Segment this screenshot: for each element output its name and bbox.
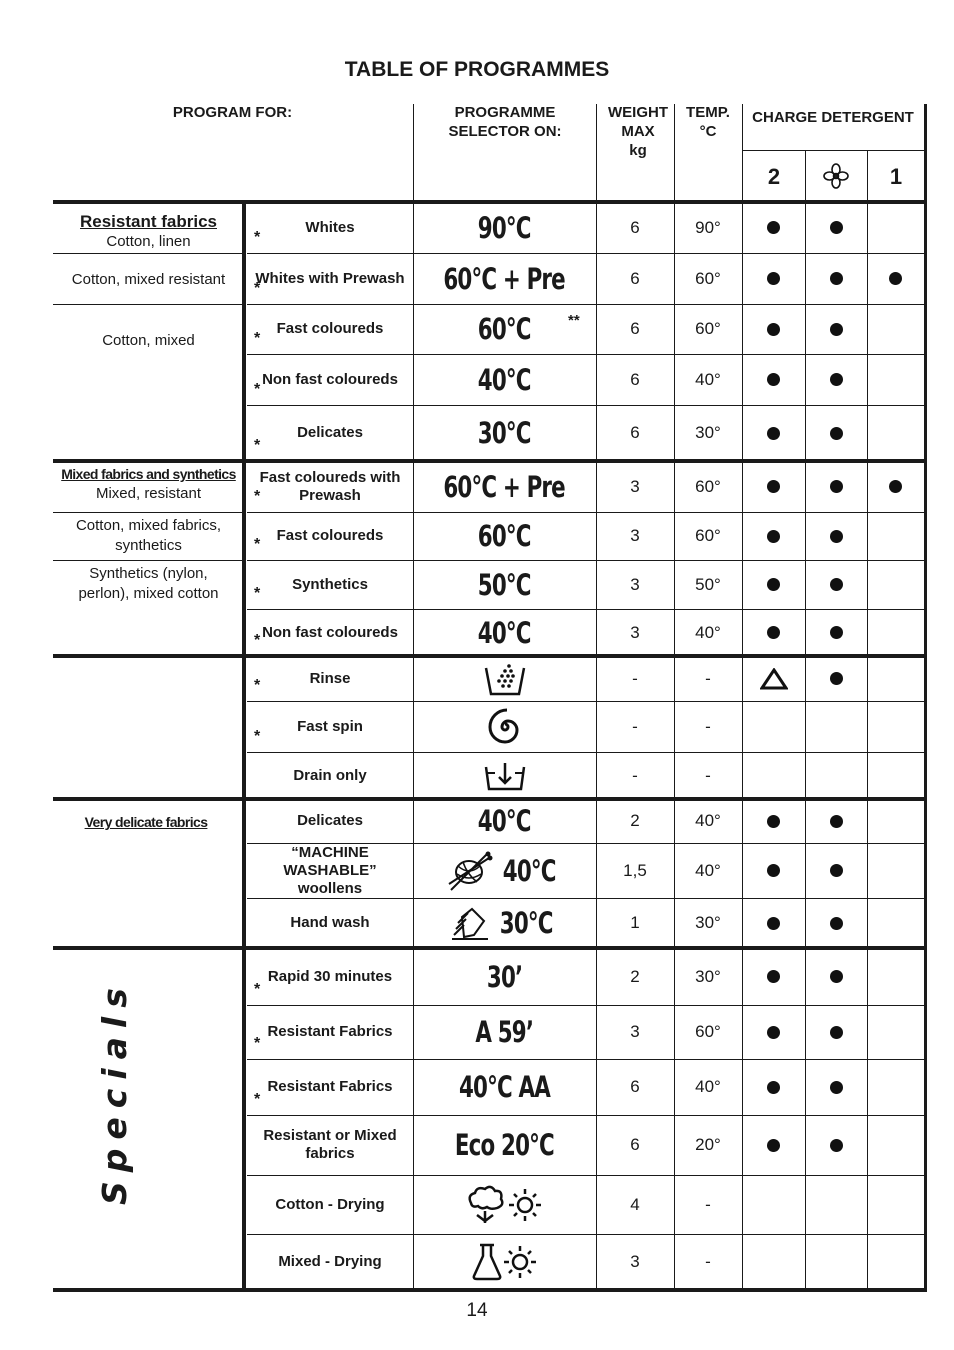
selector-cell xyxy=(413,752,596,799)
temp-value: - xyxy=(705,1194,711,1214)
star-marker: * xyxy=(254,1035,261,1052)
compartment-c1 xyxy=(867,354,924,405)
temp-value: - xyxy=(705,668,711,688)
group-mixed xyxy=(55,464,242,504)
programme-name: Resistant Fabrics xyxy=(267,1078,393,1095)
charge-dot xyxy=(889,272,902,285)
compartment-cf xyxy=(805,304,867,354)
compartment-c2 xyxy=(742,1005,805,1059)
rinse-icon xyxy=(483,662,527,696)
charge-dot xyxy=(767,815,780,828)
group-delicate-title: Very delicate fabrics xyxy=(84,814,208,830)
temp-value: 30° xyxy=(695,966,721,986)
compartment-c1 xyxy=(867,1175,924,1234)
selector-cell xyxy=(413,1115,596,1175)
charge-dot xyxy=(767,1026,780,1039)
charge-dot xyxy=(767,917,780,930)
temp-value: 50° xyxy=(695,574,721,594)
charge-dot xyxy=(830,1081,843,1094)
programme-name: Fast coloureds with Prewash xyxy=(259,468,401,504)
compartment-c2 xyxy=(742,1234,805,1290)
selector-value: 30°C xyxy=(500,906,553,940)
compartment-c2 xyxy=(742,354,805,405)
header-weight-line2: MAX xyxy=(621,123,655,140)
temp-value: 40° xyxy=(695,369,721,389)
programme-name: Non fast coloureds xyxy=(262,370,398,388)
temp-value: 60° xyxy=(695,268,721,288)
header-program-for: PROGRAM FOR: xyxy=(172,104,293,121)
charge-dot xyxy=(830,917,843,930)
grid-line xyxy=(674,104,675,202)
header-temp-line2: °C xyxy=(699,123,717,140)
charge-dot xyxy=(830,530,843,543)
header-charge-detergent: CHARGE DETERGENT xyxy=(752,109,914,126)
group-resistant-sub: Cotton, linen xyxy=(106,233,191,250)
selector-value: 60°C + Pre xyxy=(443,261,566,296)
compartment-c1 xyxy=(867,1115,924,1175)
selector-value: 40°C AA xyxy=(459,1070,550,1104)
selector-value: 30°C xyxy=(478,416,531,450)
charge-dot xyxy=(830,815,843,828)
programme-name: Fast spin xyxy=(297,717,363,735)
charge-dot xyxy=(767,480,780,493)
weight-value: 6 xyxy=(630,369,640,389)
compartment-c2 xyxy=(742,799,805,843)
selector-value: Eco 20°C xyxy=(454,1128,555,1162)
selector-cell xyxy=(413,1059,596,1115)
compartment-c2 xyxy=(742,1059,805,1115)
charge-dot xyxy=(830,323,843,336)
selector-value: 40°C xyxy=(478,615,531,650)
charge-dot xyxy=(767,578,780,591)
charge-dot xyxy=(767,272,780,285)
programme-name: Whites xyxy=(305,218,355,236)
compartment-c1 xyxy=(867,898,924,948)
hand-wash-icon xyxy=(450,905,490,941)
temp-value: 40° xyxy=(695,1077,721,1096)
charge-dot xyxy=(830,1139,843,1152)
page-number: 14 xyxy=(466,1300,488,1321)
grid-line xyxy=(742,150,924,151)
star-marker: * xyxy=(254,229,261,246)
charge-dot xyxy=(830,626,843,639)
temp-value: 40° xyxy=(695,860,721,880)
grid-line xyxy=(53,304,242,305)
charge-dot xyxy=(830,427,843,440)
star-marker: * xyxy=(254,488,261,505)
compartment-cf xyxy=(805,898,867,948)
grid-line xyxy=(742,104,743,202)
programme-name: Rinse xyxy=(309,669,351,687)
programme-name: Rapid 30 minutes xyxy=(267,967,393,985)
compartment-c2 xyxy=(742,461,805,512)
compartment-c2 xyxy=(742,701,805,752)
charge-dot xyxy=(830,272,843,285)
compartment-c2 xyxy=(742,512,805,560)
weight-value: 1,5 xyxy=(623,860,647,880)
drain-icon xyxy=(483,761,527,791)
selector-cell xyxy=(413,898,596,948)
group-specials xyxy=(95,979,195,1235)
charge-dot xyxy=(767,864,780,877)
charge-dot xyxy=(830,373,843,386)
charge-dot xyxy=(830,480,843,493)
charge-dot xyxy=(889,480,902,493)
selector-cell xyxy=(413,405,596,461)
compartment-cf xyxy=(805,1059,867,1115)
selector-value: 60°C + Pre xyxy=(443,469,566,504)
compartment-cf xyxy=(805,843,867,898)
charge-dot xyxy=(830,864,843,877)
grid-line xyxy=(867,150,868,202)
selector-cell xyxy=(413,253,596,304)
compartment-c1 xyxy=(867,752,924,799)
selector-value: 90°C xyxy=(478,210,531,245)
temp-value: 30° xyxy=(695,423,721,442)
temp-value: 90° xyxy=(695,217,721,237)
star-marker: * xyxy=(254,330,261,347)
star-marker: * xyxy=(254,677,261,694)
weight-value: 6 xyxy=(630,268,640,288)
selector-cell xyxy=(413,354,596,405)
compartment-cf xyxy=(805,701,867,752)
header-selector xyxy=(414,103,596,141)
temp-value: 60° xyxy=(695,1022,721,1041)
grid-line xyxy=(53,253,242,254)
compartment-c1 xyxy=(867,202,924,253)
programme-name: Mixed - Drying xyxy=(278,1253,382,1270)
compartment-c2 xyxy=(742,1175,805,1234)
selector-cell xyxy=(413,656,596,701)
selector-cell xyxy=(413,1175,596,1234)
compartment-c2 xyxy=(742,304,805,354)
programme-name: Synthetics xyxy=(292,575,368,593)
flask-sun-icon xyxy=(470,1242,540,1282)
temp-value: 60° xyxy=(695,526,721,545)
programme-name: Delicates xyxy=(297,812,363,829)
weight-value: 3 xyxy=(630,1252,640,1271)
compartment-cf xyxy=(805,752,867,799)
charge-dot xyxy=(767,1139,780,1152)
compartment-cf xyxy=(805,799,867,843)
weight-value: 3 xyxy=(630,526,640,545)
weight-value: - xyxy=(632,716,638,736)
selector-value: 60°C xyxy=(478,519,531,553)
compartment-c2 xyxy=(742,752,805,799)
selector-cell xyxy=(413,461,596,512)
weight-value: 3 xyxy=(630,1022,640,1041)
charge-dot xyxy=(767,373,780,386)
compartment-c1 xyxy=(867,948,924,1005)
charge-dot xyxy=(767,970,780,983)
compartment-cf xyxy=(805,461,867,512)
star-marker: * xyxy=(254,585,261,602)
compartment-cf xyxy=(805,202,867,253)
flower-icon xyxy=(805,152,867,200)
weight-value: 1 xyxy=(630,913,640,932)
compartment-c1 xyxy=(867,656,924,701)
header-weight xyxy=(596,103,680,160)
compartment-c1 xyxy=(867,701,924,752)
group-mixed-sub: Mixed, resistant xyxy=(95,485,202,502)
programme-name: Fast coloureds xyxy=(276,320,384,337)
star-marker: * xyxy=(254,1091,261,1108)
grid-line xyxy=(805,150,806,202)
weight-value: 3 xyxy=(630,622,640,642)
charge-dot xyxy=(830,970,843,983)
star-marker: * xyxy=(254,728,261,745)
header-weight-line3: kg xyxy=(629,142,647,159)
programme-name: Cotton - Drying xyxy=(275,1195,385,1213)
weight-value: 4 xyxy=(630,1194,640,1214)
selector-cell xyxy=(413,701,596,752)
compartment-cf xyxy=(805,1175,867,1234)
header-temp xyxy=(674,103,742,141)
weight-value: 6 xyxy=(630,423,640,442)
compartment-cf xyxy=(805,948,867,1005)
programme-name: “MACHINE WASHABLE” woollens xyxy=(283,843,377,897)
compartment-c1 xyxy=(867,253,924,304)
compartment-c1 xyxy=(867,1234,924,1290)
selector-value: 30’ xyxy=(486,959,523,994)
weight-value: 2 xyxy=(630,966,640,986)
programme-name: Whites with Prewash xyxy=(255,269,405,287)
temp-value: - xyxy=(705,1252,711,1271)
compartment-c2 xyxy=(742,609,805,656)
selector-cell xyxy=(413,609,596,656)
programme-name: Drain only xyxy=(293,766,367,784)
selector-cell xyxy=(413,512,596,560)
compartment-cf xyxy=(805,1115,867,1175)
selector-value: 40°C xyxy=(478,362,531,397)
group-mixed-2: Cotton, mixed fabrics, synthetics xyxy=(75,517,222,554)
compartment-c1 xyxy=(867,560,924,609)
selector-value: 40°C xyxy=(503,853,556,888)
weight-value: 6 xyxy=(630,319,640,338)
group-mixed-3: Synthetics (nylon, perlon), mixed cotton xyxy=(78,565,219,602)
star-marker: * xyxy=(254,632,261,649)
charge-dot xyxy=(767,626,780,639)
compartment-cf xyxy=(805,354,867,405)
compartment-c1 xyxy=(867,843,924,898)
header-selector-line1: PROGRAMME xyxy=(454,104,556,121)
compartment-cf xyxy=(805,512,867,560)
header-selector-line2: SELECTOR ON: xyxy=(448,123,562,140)
page-title: TABLE OF PROGRAMMES xyxy=(344,58,610,81)
compartment-c2 xyxy=(742,253,805,304)
compartment-c2 xyxy=(742,405,805,461)
compartment-c1 xyxy=(867,512,924,560)
star-marker: * xyxy=(254,381,261,398)
temp-value: - xyxy=(705,765,711,785)
compartment-c2 xyxy=(742,843,805,898)
temp-value: 20° xyxy=(695,1135,721,1154)
compartment-cf xyxy=(805,253,867,304)
header-weight-line1: WEIGHT xyxy=(608,104,668,121)
programme-name: Resistant Fabrics xyxy=(267,1023,393,1040)
star-marker: * xyxy=(254,981,261,998)
compartment-cf xyxy=(805,405,867,461)
programme-name: Resistant or Mixed fabrics xyxy=(263,1127,397,1162)
star-marker: * xyxy=(254,437,261,454)
star-marker: * xyxy=(254,280,261,297)
temp-value: 40° xyxy=(695,622,721,642)
programme-name: Fast coloureds xyxy=(276,527,384,544)
compartment-c1 xyxy=(867,609,924,656)
compartment-cf xyxy=(805,656,867,701)
header-compartment-1: 1 xyxy=(889,163,903,189)
star-marker: * xyxy=(254,536,261,553)
charge-dot xyxy=(767,1081,780,1094)
grid-line xyxy=(596,104,597,202)
charge-dot xyxy=(767,530,780,543)
compartment-c1 xyxy=(867,405,924,461)
compartment-c2 xyxy=(742,560,805,609)
selector-value: A 59’ xyxy=(475,1015,534,1049)
compartment-c1 xyxy=(867,304,924,354)
group-mixed-title: Mixed fabrics and synthetics xyxy=(61,466,236,482)
programme-name: Non fast coloureds xyxy=(262,623,398,641)
grid-line xyxy=(413,104,414,202)
triangle-icon xyxy=(760,668,788,690)
weight-value: 6 xyxy=(630,1077,640,1096)
header-compartment-2: 2 xyxy=(767,163,781,189)
selector-value: 50°C xyxy=(478,567,531,602)
compartment-c1 xyxy=(867,799,924,843)
charge-dot xyxy=(830,221,843,234)
grid-line xyxy=(53,560,242,561)
programme-name: Delicates xyxy=(297,424,363,441)
wool-icon xyxy=(447,848,493,894)
grid-line xyxy=(242,202,246,1290)
grid-line xyxy=(924,104,927,1290)
selector-note: ** xyxy=(568,312,580,329)
weight-value: - xyxy=(632,765,638,785)
compartment-c2 xyxy=(742,656,805,701)
group-resistant-title: Resistant fabrics xyxy=(80,212,217,231)
group-resistant-2: Cotton, mixed resistant xyxy=(71,271,226,288)
compartment-cf xyxy=(805,560,867,609)
weight-value: 2 xyxy=(630,811,640,830)
charge-dot xyxy=(767,427,780,440)
weight-value: - xyxy=(632,668,638,688)
weight-value: 6 xyxy=(630,1135,640,1154)
charge-dot xyxy=(830,1026,843,1039)
group-resistant-3: Cotton, mixed xyxy=(102,332,195,349)
compartment-cf xyxy=(805,1234,867,1290)
spin-icon xyxy=(485,707,525,747)
charge-dot xyxy=(830,578,843,591)
group-specials-label: Specials xyxy=(95,979,134,1205)
header-temp-line1: TEMP. xyxy=(686,104,730,121)
selector-cell xyxy=(413,1234,596,1290)
compartment-c1 xyxy=(867,1005,924,1059)
temp-value: 40° xyxy=(695,811,721,830)
selector-cell xyxy=(413,560,596,609)
compartment-cf xyxy=(805,1005,867,1059)
temp-value: - xyxy=(705,716,711,736)
temp-value: 30° xyxy=(695,913,721,932)
compartment-c2 xyxy=(742,948,805,1005)
weight-value: 3 xyxy=(630,574,640,594)
compartment-c1 xyxy=(867,1059,924,1115)
group-resistant xyxy=(55,212,242,252)
programme-name: Hand wash xyxy=(290,914,370,931)
charge-dot xyxy=(830,672,843,685)
compartment-c2 xyxy=(742,898,805,948)
compartment-cf xyxy=(805,609,867,656)
selector-cell xyxy=(413,1005,596,1059)
selector-cell xyxy=(413,843,596,898)
cotton-sun-icon xyxy=(465,1185,545,1225)
compartment-c1 xyxy=(867,461,924,512)
temp-value: 60° xyxy=(695,476,721,496)
charge-dot xyxy=(767,221,780,234)
selector-cell xyxy=(413,202,596,253)
weight-value: 3 xyxy=(630,476,640,496)
weight-value: 6 xyxy=(630,217,640,237)
charge-dot xyxy=(767,323,780,336)
selector-value: 40°C xyxy=(478,804,531,838)
temp-value: 60° xyxy=(695,319,721,338)
compartment-c2 xyxy=(742,1115,805,1175)
compartment-c2 xyxy=(742,202,805,253)
selector-cell xyxy=(413,948,596,1005)
selector-value: 60°C xyxy=(478,312,531,346)
selector-cell xyxy=(413,799,596,843)
